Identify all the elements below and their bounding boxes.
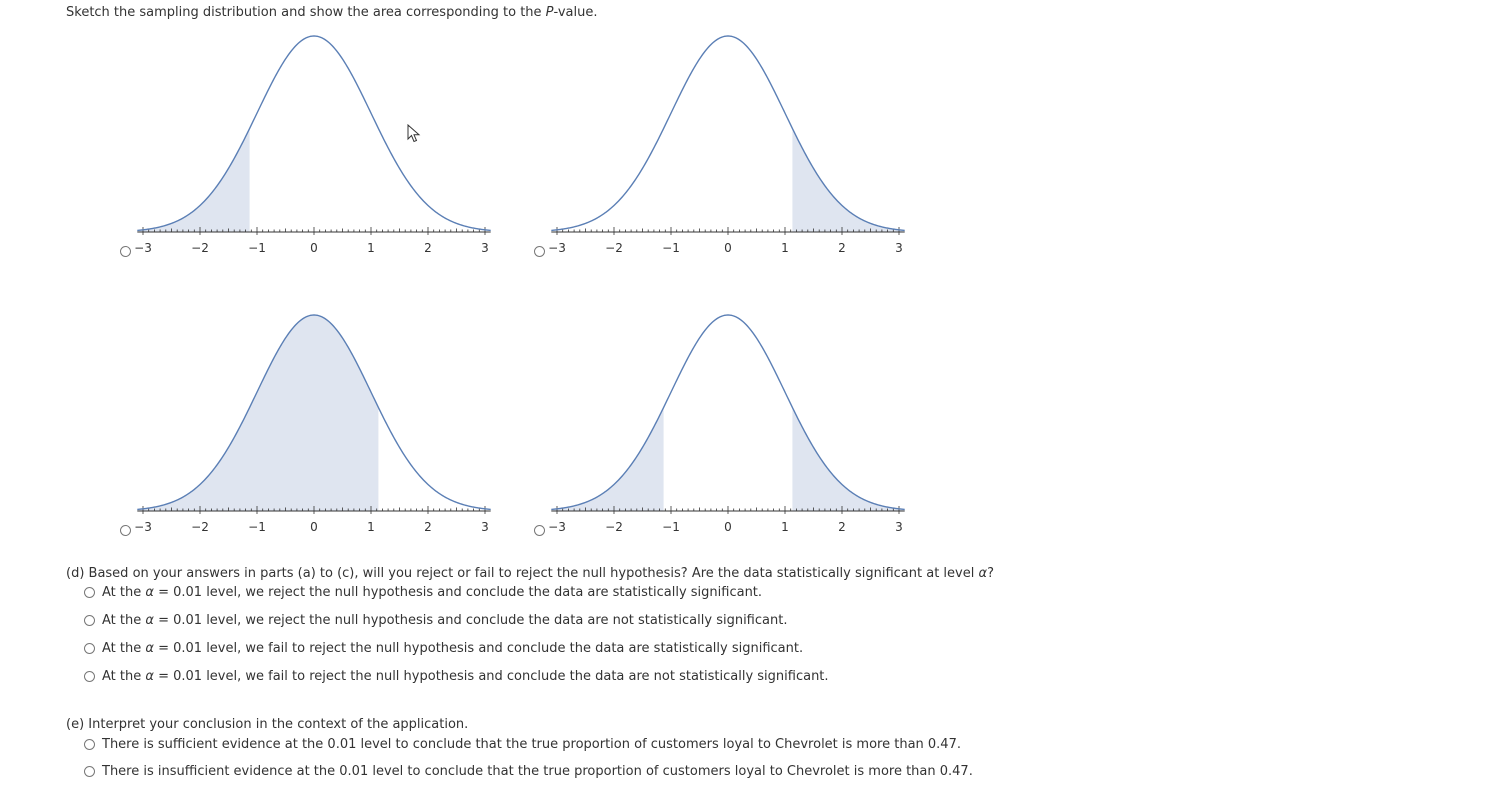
tick-label: −1 xyxy=(248,520,266,534)
radio-button[interactable] xyxy=(84,615,95,626)
normal-curve-chart-d xyxy=(532,311,912,541)
tick-label: 0 xyxy=(310,520,318,534)
radio-button[interactable] xyxy=(84,643,95,654)
shaded-area-0 xyxy=(792,128,904,232)
part-e-option-2[interactable] xyxy=(84,764,973,779)
part-d-option-2[interactable] xyxy=(84,613,787,628)
part-e-question: (e) Interpret your conclusion in the context of the application. xyxy=(66,717,469,732)
tick-label: −2 xyxy=(191,241,209,255)
option-label: At the α = 0.01 level, we fail to reject the null hypothesis and conclude the data are statistically significant. xyxy=(102,641,804,656)
tick-label: −2 xyxy=(191,520,209,534)
plot-option-c[interactable] xyxy=(118,311,498,541)
tick-label: 2 xyxy=(424,241,432,255)
plot-option-b[interactable] xyxy=(532,32,912,262)
tick-label: 1 xyxy=(781,520,789,534)
option-label: There is sufficient evidence at the 0.01 level to conclude that the true proportion of customers loyal to Chevrolet is more than 0.47. xyxy=(102,737,961,752)
tick-label: −3 xyxy=(548,520,566,534)
normal-curve xyxy=(551,36,904,230)
shaded-area-1 xyxy=(792,407,904,511)
radio-button[interactable] xyxy=(84,671,95,682)
option-label: There is insufficient evidence at the 0.01 level to conclude that the true proportion of customers loyal to Chevrolet is more than 0.47. xyxy=(102,764,973,779)
normal-curve xyxy=(137,36,490,230)
part-d-option-4[interactable] xyxy=(84,669,829,684)
tick-label: 0 xyxy=(724,520,732,534)
instruction-text: Sketch the sampling distribution and show the area corresponding to the P-value. xyxy=(66,5,598,20)
part-e-option-1[interactable] xyxy=(84,737,961,752)
shaded-area-0 xyxy=(551,407,663,511)
tick-label: −1 xyxy=(662,520,680,534)
tick-label: −2 xyxy=(605,520,623,534)
tick-label: 3 xyxy=(895,520,903,534)
radio-button[interactable] xyxy=(84,766,95,777)
plot-option-d[interactable] xyxy=(532,311,912,541)
tick-label: 1 xyxy=(781,241,789,255)
tick-label: 2 xyxy=(838,241,846,255)
option-label: At the α = 0.01 level, we reject the null hypothesis and conclude the data are not statistically significant. xyxy=(102,613,788,628)
shaded-area-0 xyxy=(137,315,378,511)
tick-label: −1 xyxy=(248,241,266,255)
tick-label: −2 xyxy=(605,241,623,255)
tick-label: −3 xyxy=(134,520,152,534)
part-d-option-3[interactable] xyxy=(84,641,803,656)
tick-label: 1 xyxy=(367,241,375,255)
tick-label: 0 xyxy=(310,241,318,255)
normal-curve-chart-b xyxy=(532,32,912,262)
radio-button[interactable] xyxy=(84,587,95,598)
tick-label: 3 xyxy=(895,241,903,255)
tick-label: 0 xyxy=(724,241,732,255)
normal-curve-chart-c xyxy=(118,311,498,541)
option-label: At the α = 0.01 level, we reject the null hypothesis and conclude the data are statistically significant. xyxy=(102,585,763,600)
tick-label: 1 xyxy=(367,520,375,534)
tick-label: 2 xyxy=(424,520,432,534)
tick-label: 2 xyxy=(838,520,846,534)
radio-button[interactable] xyxy=(84,739,95,750)
shaded-area-0 xyxy=(137,128,249,232)
tick-label: −3 xyxy=(548,241,566,255)
normal-curve xyxy=(551,315,904,509)
part-d-question: (d) Based on your answers in parts (a) to (c), will you reject or fail to reject the null hypothesis? Are the data statistically significant at level α? xyxy=(66,566,994,581)
tick-label: −1 xyxy=(662,241,680,255)
tick-label: 3 xyxy=(481,520,489,534)
mouse-cursor-icon xyxy=(407,124,421,144)
option-label: At the α = 0.01 level, we fail to reject the null hypothesis and conclude the data are not statistically significant. xyxy=(102,669,829,684)
normal-curve-chart-a xyxy=(118,32,498,262)
tick-label: 3 xyxy=(481,241,489,255)
part-d-option-1[interactable] xyxy=(84,585,762,600)
plot-option-a[interactable] xyxy=(118,32,498,262)
tick-label: −3 xyxy=(134,241,152,255)
